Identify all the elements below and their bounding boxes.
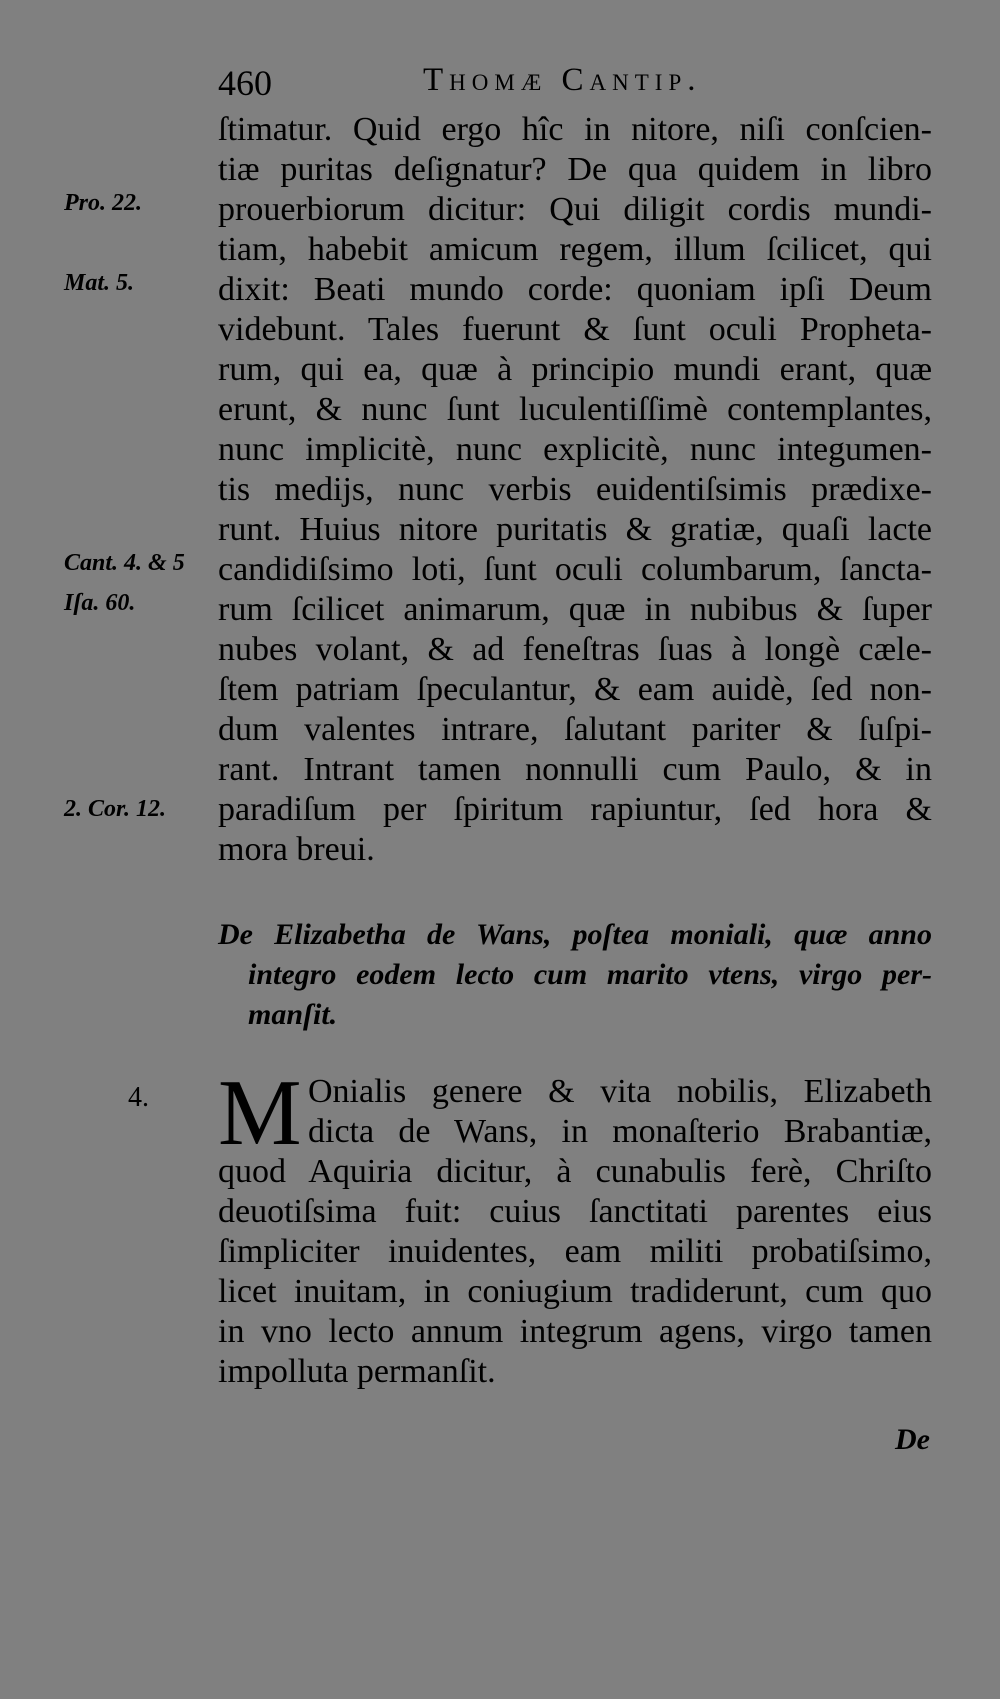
text-line: nubes volant, & ad feneſtras ſuas à longè cæle-	[218, 631, 932, 668]
text-line: Onialis genere & vita nobilis, Elizabeth	[308, 1073, 932, 1110]
text-line: ſimpliciter inuidentes, eam militi probatiſsimo,	[218, 1233, 932, 1270]
text-line: ſtem patriam ſpeculantur, & eam auidè, ſed non-	[218, 671, 932, 708]
margin-note-isaiah: Iſa. 60.	[64, 590, 136, 616]
text-line: nunc implicitè, nunc explicitè, nunc integumen-	[218, 431, 932, 468]
section-number: 4.	[128, 1082, 149, 1113]
text-line: rum ſcilicet animarum, quæ in nubibus & ſuper	[218, 591, 932, 628]
section-heading	[218, 915, 932, 1035]
text-line: dum valentes intrare, ſalutant pariter & ſuſpi-	[218, 711, 932, 748]
page-header	[218, 62, 938, 110]
margin-note-matthew: Mat. 5.	[64, 270, 135, 296]
text-line: dixit: Beati mundo corde: quoniam ipſi Deum	[218, 271, 932, 308]
margin-note-proverbs: Pro. 22.	[64, 190, 142, 216]
body-paragraph-1	[218, 110, 932, 870]
page-number: 460	[218, 63, 272, 103]
text-line: rant. Intrant tamen nonnulli cum Paulo, & in	[218, 751, 932, 788]
text-line: impolluta permanſit.	[218, 1353, 496, 1390]
heading-line: manſit.	[248, 998, 338, 1031]
text-line: tiam, habebit amicum regem, illum ſcilicet, qui	[218, 231, 932, 268]
text-line: prouerbiorum dicitur: Qui diligit cordis mundi-	[218, 191, 932, 228]
text-line: quod Aquiria dicitur, à cunabulis ferè, Chriſto	[218, 1153, 932, 1190]
catchword: De	[895, 1423, 930, 1456]
heading-line: De Elizabetha de Wans, poſtea moniali, quæ anno	[218, 918, 932, 951]
text-line: rum, qui ea, quæ à principio mundi erant, quæ	[218, 351, 932, 388]
text-line: paradiſum per ſpiritum rapiuntur, ſed hora &	[218, 791, 932, 828]
margin-note-corinthians: 2. Cor. 12.	[64, 796, 167, 822]
text-line: in vno lecto annum integrum agens, virgo tamen	[218, 1313, 932, 1350]
running-title: Thomæ Cantip.	[423, 62, 702, 98]
text-line: tis medijs, nunc verbis euidentiſsimis prædixe-	[218, 471, 932, 508]
text-line: deuotiſsima fuit: cuius ſanctitati parentes eius	[218, 1193, 932, 1230]
text-line: erunt, & nunc ſunt luculentiſſimè contemplantes,	[218, 391, 932, 428]
text-line: mora breui.	[218, 831, 375, 868]
text-line: runt. Huius nitore puritatis & gratiæ, quaſi lacte	[218, 511, 932, 548]
margin-note-canticles: Cant. 4. & 5	[64, 550, 185, 576]
text-line: ſtimatur. Quid ergo hîc in nitore, niſi conſcien-	[218, 111, 932, 148]
text-line: candidiſsimo loti, ſunt oculi columbarum, ſancta-	[218, 551, 932, 588]
text-line: licet inuitam, in coniugium tradiderunt, cum quo	[218, 1273, 932, 1310]
heading-line: integro eodem lecto cum marito vtens, virgo per-	[248, 958, 932, 991]
drop-cap: M	[218, 1061, 302, 1165]
text-line: dicta de Wans, in monaſterio Brabantiæ,	[308, 1113, 932, 1150]
text-line: tiæ puritas deſignatur? De qua quidem in libro	[218, 151, 932, 188]
text-line: videbunt. Tales fuerunt & ſunt oculi Propheta-	[218, 311, 932, 348]
body-paragraph-2	[218, 1061, 932, 1392]
